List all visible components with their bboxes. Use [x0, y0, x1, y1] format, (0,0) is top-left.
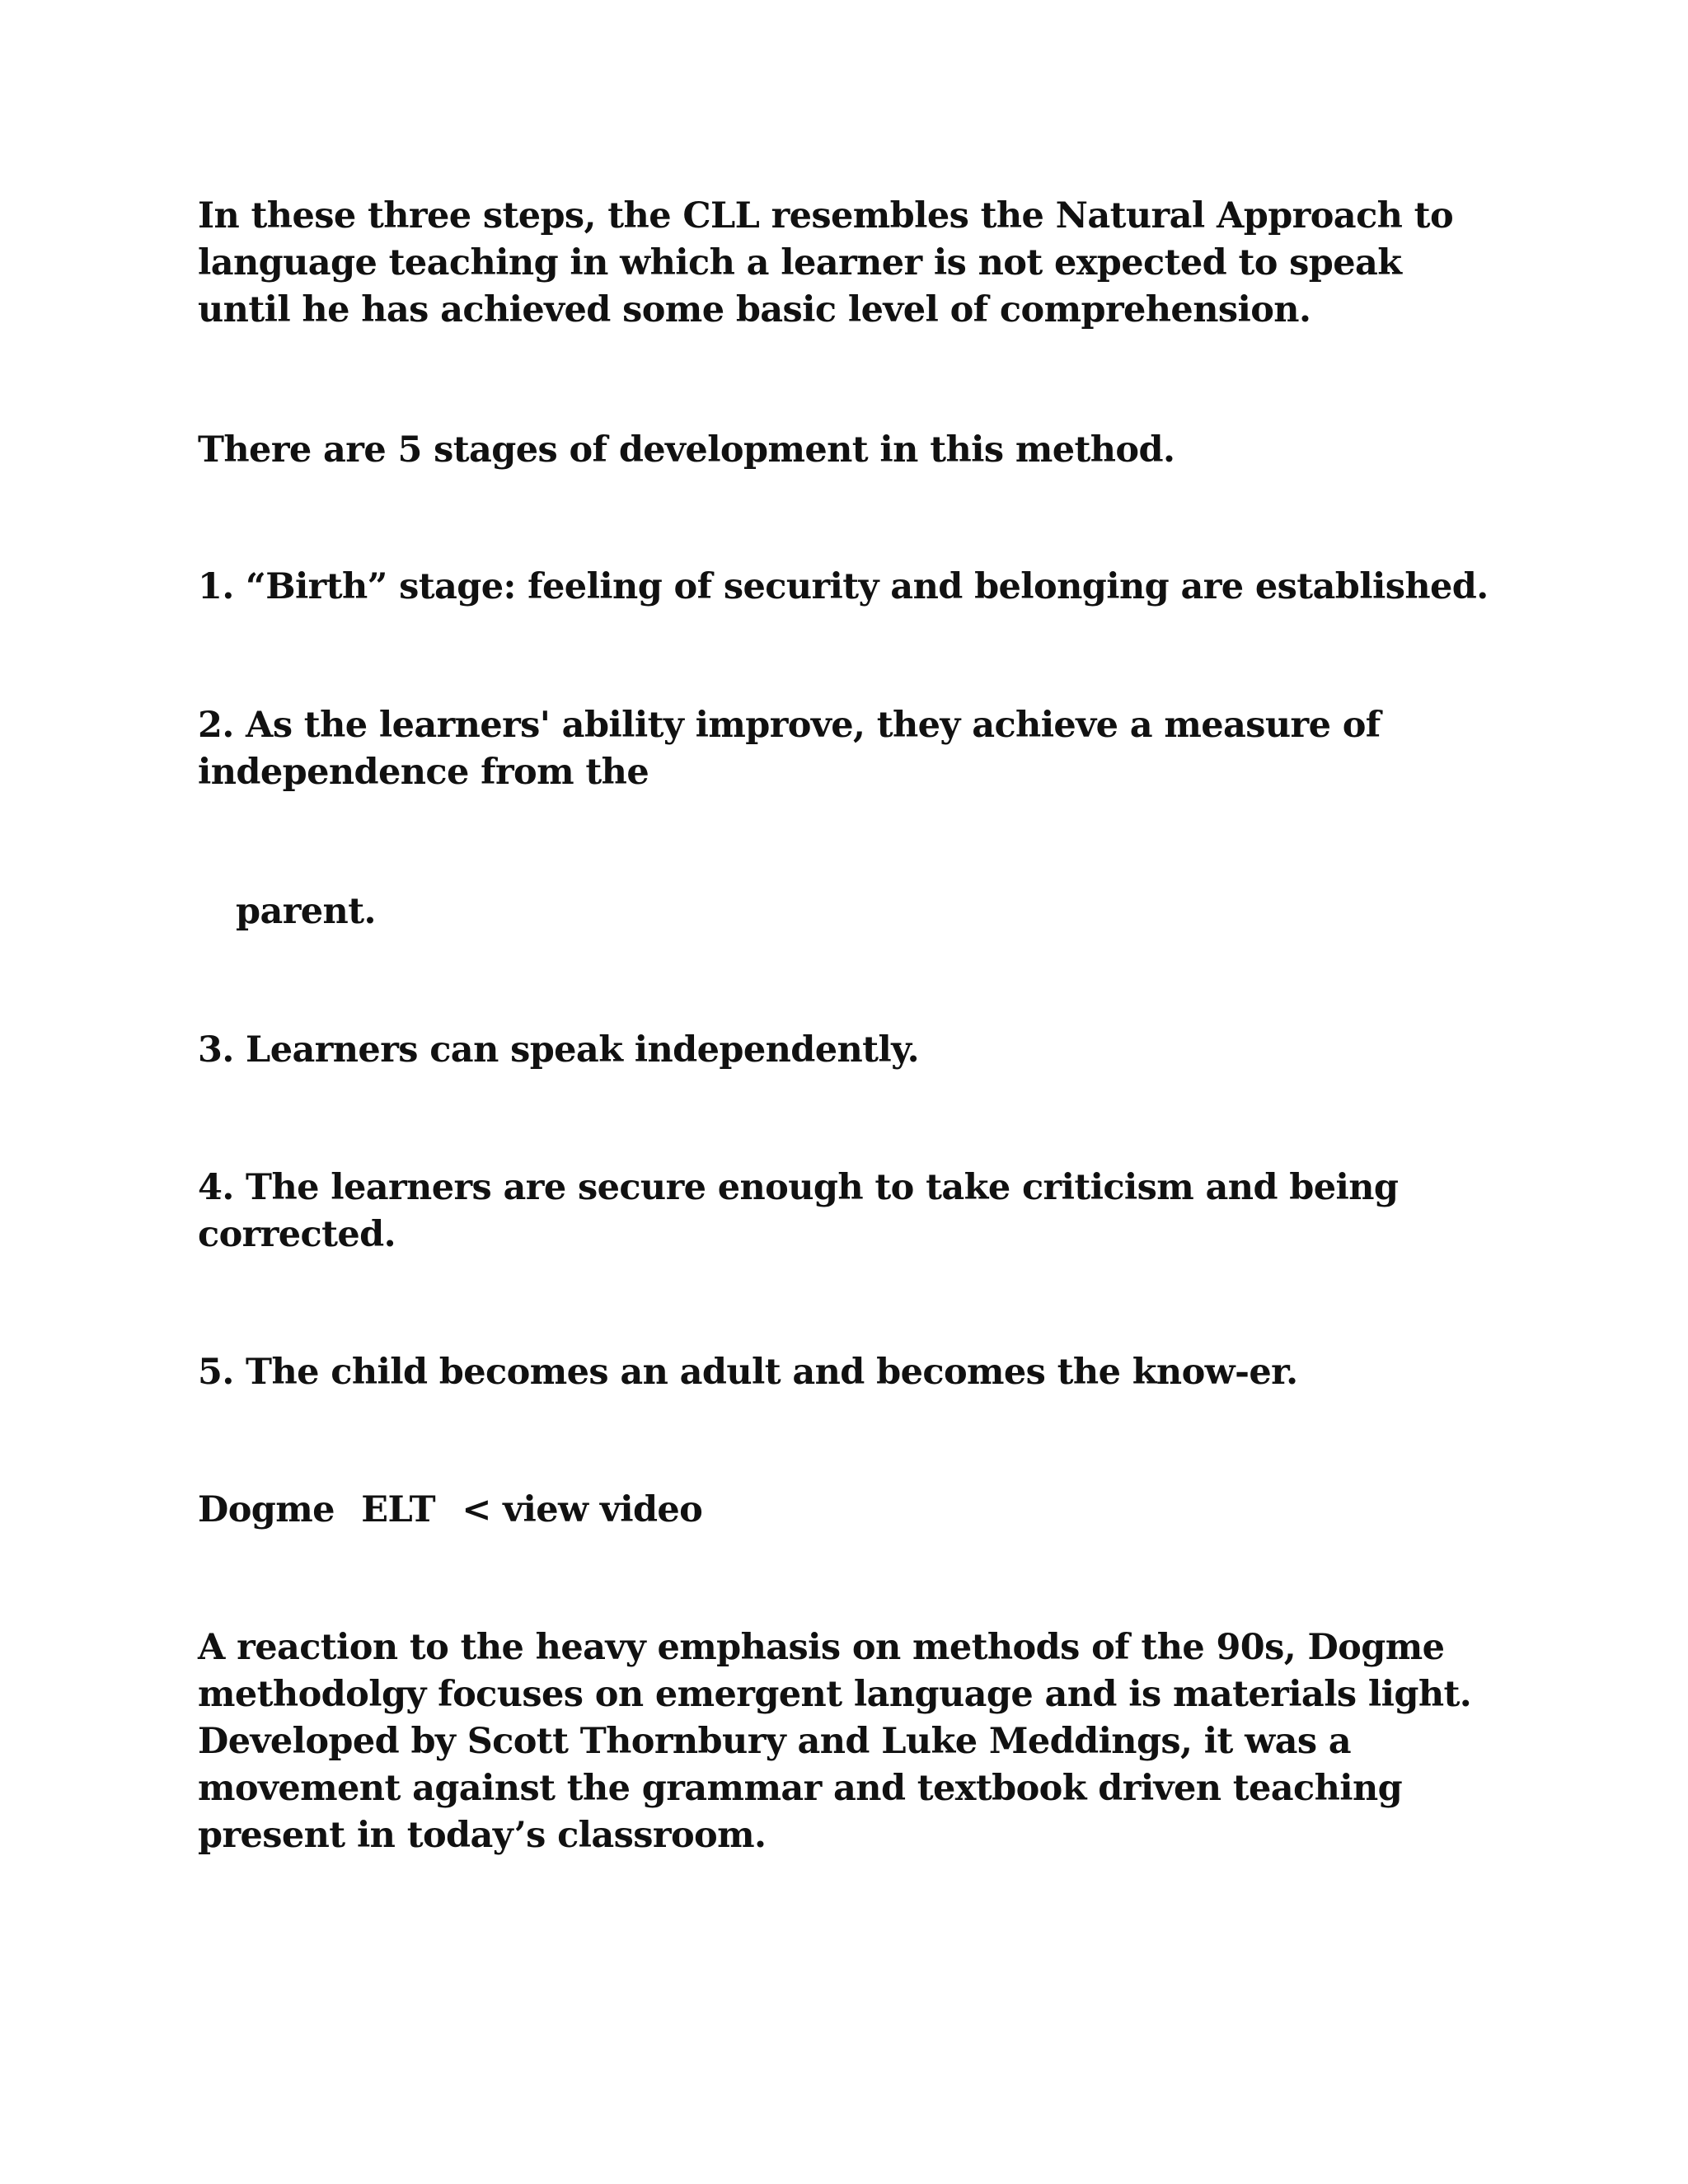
- description-line: present in today’s classroom.: [198, 1815, 767, 1856]
- stages-intro: There are 5 stages of development in this method.: [198, 429, 1175, 471]
- view-video-link[interactable]: < view video: [462, 1489, 703, 1530]
- stage-5-item: 5. The child becomes an adult and becomes the know-er.: [198, 1352, 1298, 1393]
- intro-line: until he has achieved some basic level of comprehension.: [198, 289, 1311, 330]
- stage-2-item: [198, 702, 1381, 796]
- description-line: Developed by Scott Thornbury and Luke Meddings, it was a: [198, 1721, 1352, 1762]
- stage-2-line: 2. As the learners' ability improve, they achieve a measure of: [198, 705, 1381, 746]
- stage-1-item: 1. “Birth” stage: feeling of security and belonging are established.: [198, 566, 1489, 607]
- stage-4-item: [198, 1165, 1398, 1258]
- dogme-description: [198, 1624, 1471, 1859]
- stage-3-item: 3. Learners can speak independently.: [198, 1029, 919, 1071]
- intro-paragraph: [198, 193, 1453, 334]
- description-line: movement against the grammar and textbook driven teaching: [198, 1768, 1403, 1809]
- stage-4-line: 4. The learners are secure enough to take criticism and being: [198, 1167, 1399, 1208]
- intro-line: In these three steps, the CLL resembles the Natural Approach to: [198, 195, 1454, 237]
- intro-line: language teaching in which a learner is not expected to speak: [198, 242, 1402, 284]
- stage-4-line: corrected.: [198, 1214, 396, 1255]
- stage-2-line: independence from the: [198, 752, 649, 793]
- description-line: methodolgy focuses on emergent language and is materials light.: [198, 1674, 1472, 1715]
- dogme-heading: [198, 1487, 702, 1534]
- dogme-subtitle: ELT: [361, 1489, 435, 1530]
- dogme-title: Dogme: [198, 1489, 335, 1530]
- description-line: A reaction to the heavy emphasis on methods of the 90s, Dogme: [198, 1627, 1445, 1668]
- stage-2-continuation: parent.: [236, 891, 376, 932]
